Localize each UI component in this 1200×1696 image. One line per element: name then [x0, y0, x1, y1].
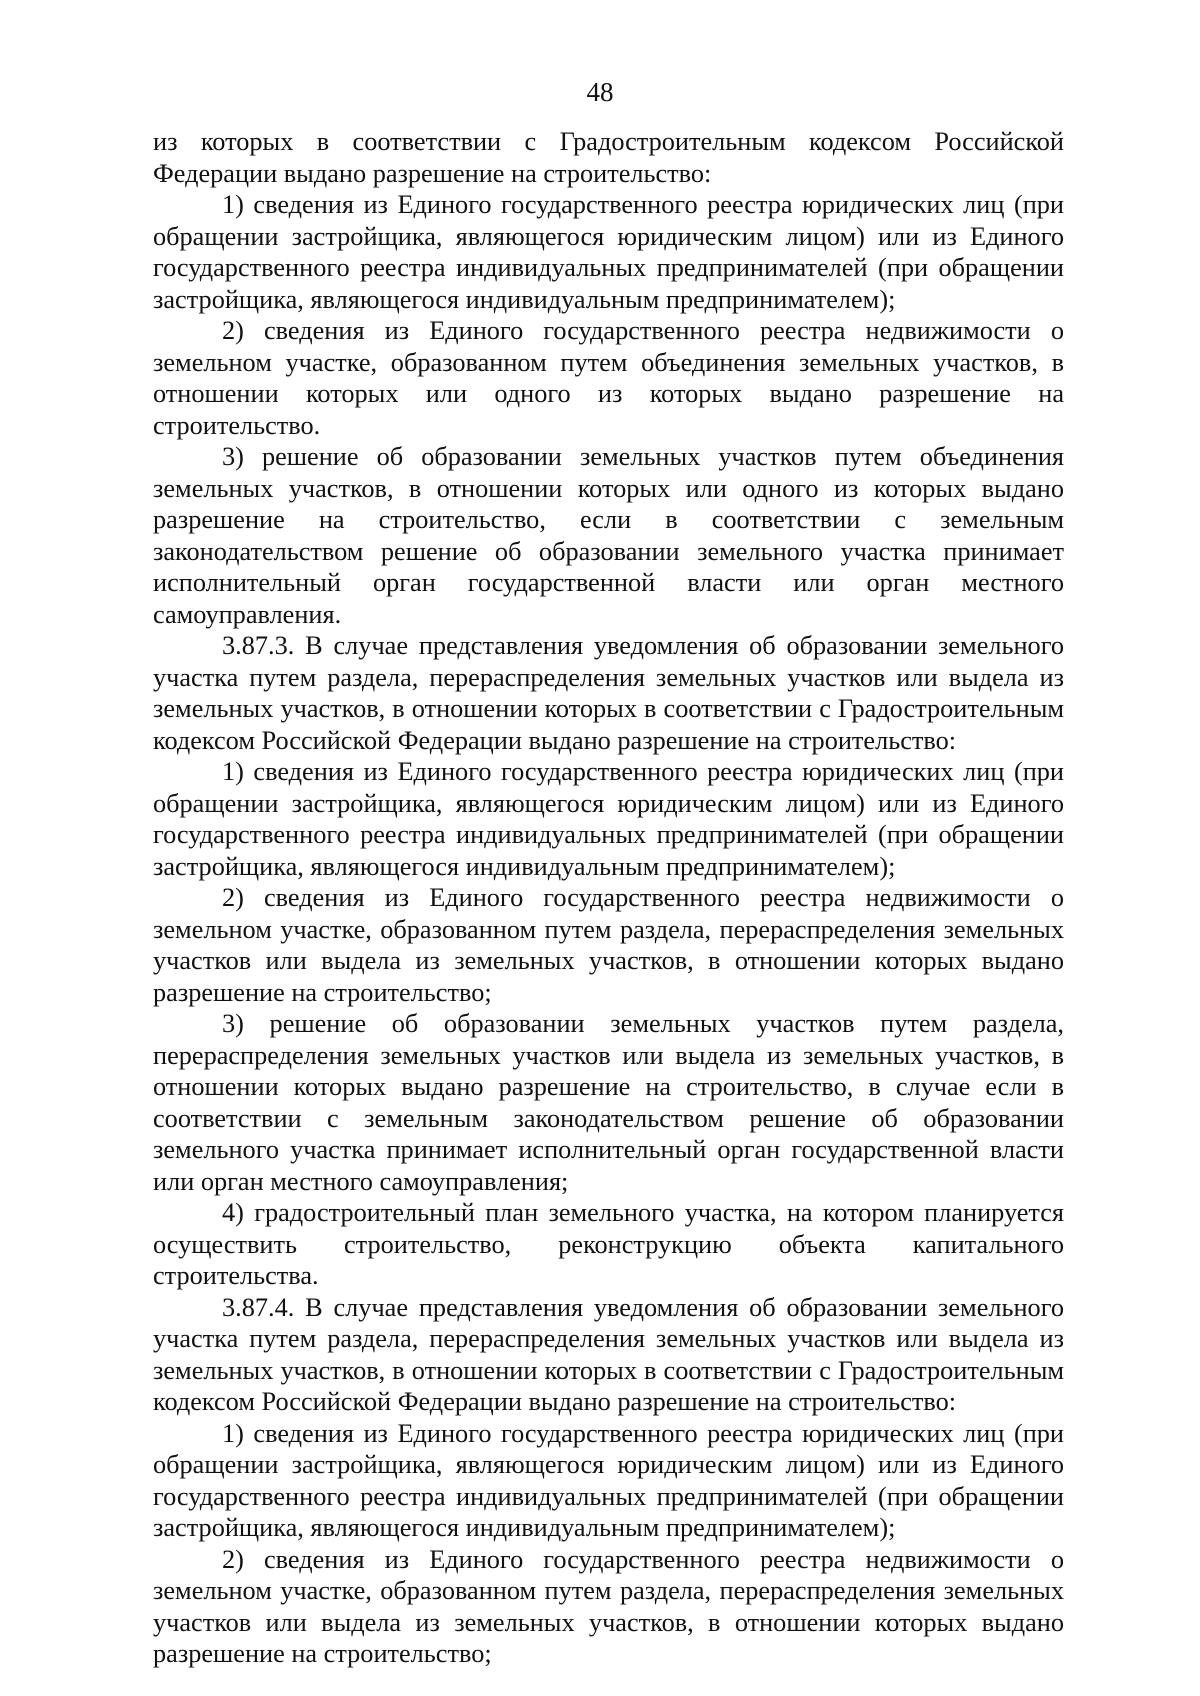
paragraph: 3) решение об образовании земельных участков путем раздела, перераспределения земельных участков или выдела из земельных участков, в отношении которых выдано разрешение на строительство, в случае если в соответствии с земельным законодательством решение об образовании земельного участка принимает исполнительный орган государственной власти или орган местного самоуправления; — [153, 1009, 1064, 1196]
paragraph: 3) решение об образовании земельных участков путем объединения земельных участков, в отношении которых или одного из которых выдано разрешение на строительство, если в соответствии с земельным законодательством решение об образовании земельного участка принимает исполнительный орган государственной власти или орган местного самоуправления. — [153, 442, 1064, 629]
page-number: 48 — [586, 77, 614, 107]
document-body — [153, 126, 1064, 1670]
section-paragraph-3-87-4: 3.87.4. В случае представления уведомления об образовании земельного участка путем раздела, перераспределения земельных участков или выдела из земельных участков, в отношении которых в соответствии с Градостроительным кодексом Российской Федерации выдано разрешение на строительство: — [153, 1292, 1064, 1416]
paragraph: из которых в соответствии с Градостроительным кодексом Российской Федерации выдано разрешение на строительство: — [153, 127, 1064, 188]
section-paragraph-3-87-3: 3.87.3. В случае представления уведомления об образовании земельного участка путем раздела, перераспределения земельных участков или выдела из земельных участков, в отношении которых в соответствии с Градостроительным кодексом Российской Федерации выдано разрешение на строительство: — [153, 631, 1064, 755]
paragraph: 2) сведения из Единого государственного реестра недвижимости о земельном участке, образованном путем раздела, перераспределения земельных участков или выдела из земельных участков, в отношении которых выдано разрешение на строительство; — [153, 1544, 1064, 1668]
paragraph: 1) сведения из Единого государственного реестра юридических лиц (при обращении застройщика, являющегося юридическим лицом) или из Единого государственного реестра индивидуальных предпринимателей (при обращении застройщика, являющегося индивидуальным предпринимателем); — [153, 757, 1064, 881]
paragraph: 1) сведения из Единого государственного реестра юридических лиц (при обращении застройщика, являющегося юридическим лицом) или из Единого государственного реестра индивидуальных предпринимателей (при обращении застройщика, являющегося индивидуальным предпринимателем); — [153, 1418, 1064, 1542]
paragraph: 1) сведения из Единого государственного реестра юридических лиц (при обращении застройщика, являющегося юридическим лицом) или из Единого государственного реестра индивидуальных предпринимателей (при обращении застройщика, являющегося индивидуальным предпринимателем); — [153, 190, 1064, 314]
paragraph: 2) сведения из Единого государственного реестра недвижимости о земельном участке, образованном путем раздела, перераспределения земельных участков или выдела из земельных участков, в отношении которых выдано разрешение на строительство; — [153, 883, 1064, 1007]
paragraph: 2) сведения из Единого государственного реестра недвижимости о земельном участке, образованном путем объединения земельных участков, в отношении которых или одного из которых выдано разрешение на строительство. — [153, 316, 1064, 440]
paragraph: 4) градостроительный план земельного участка, на котором планируется осуществить строительство, реконструкцию объекта капитального строительства. — [153, 1198, 1064, 1290]
